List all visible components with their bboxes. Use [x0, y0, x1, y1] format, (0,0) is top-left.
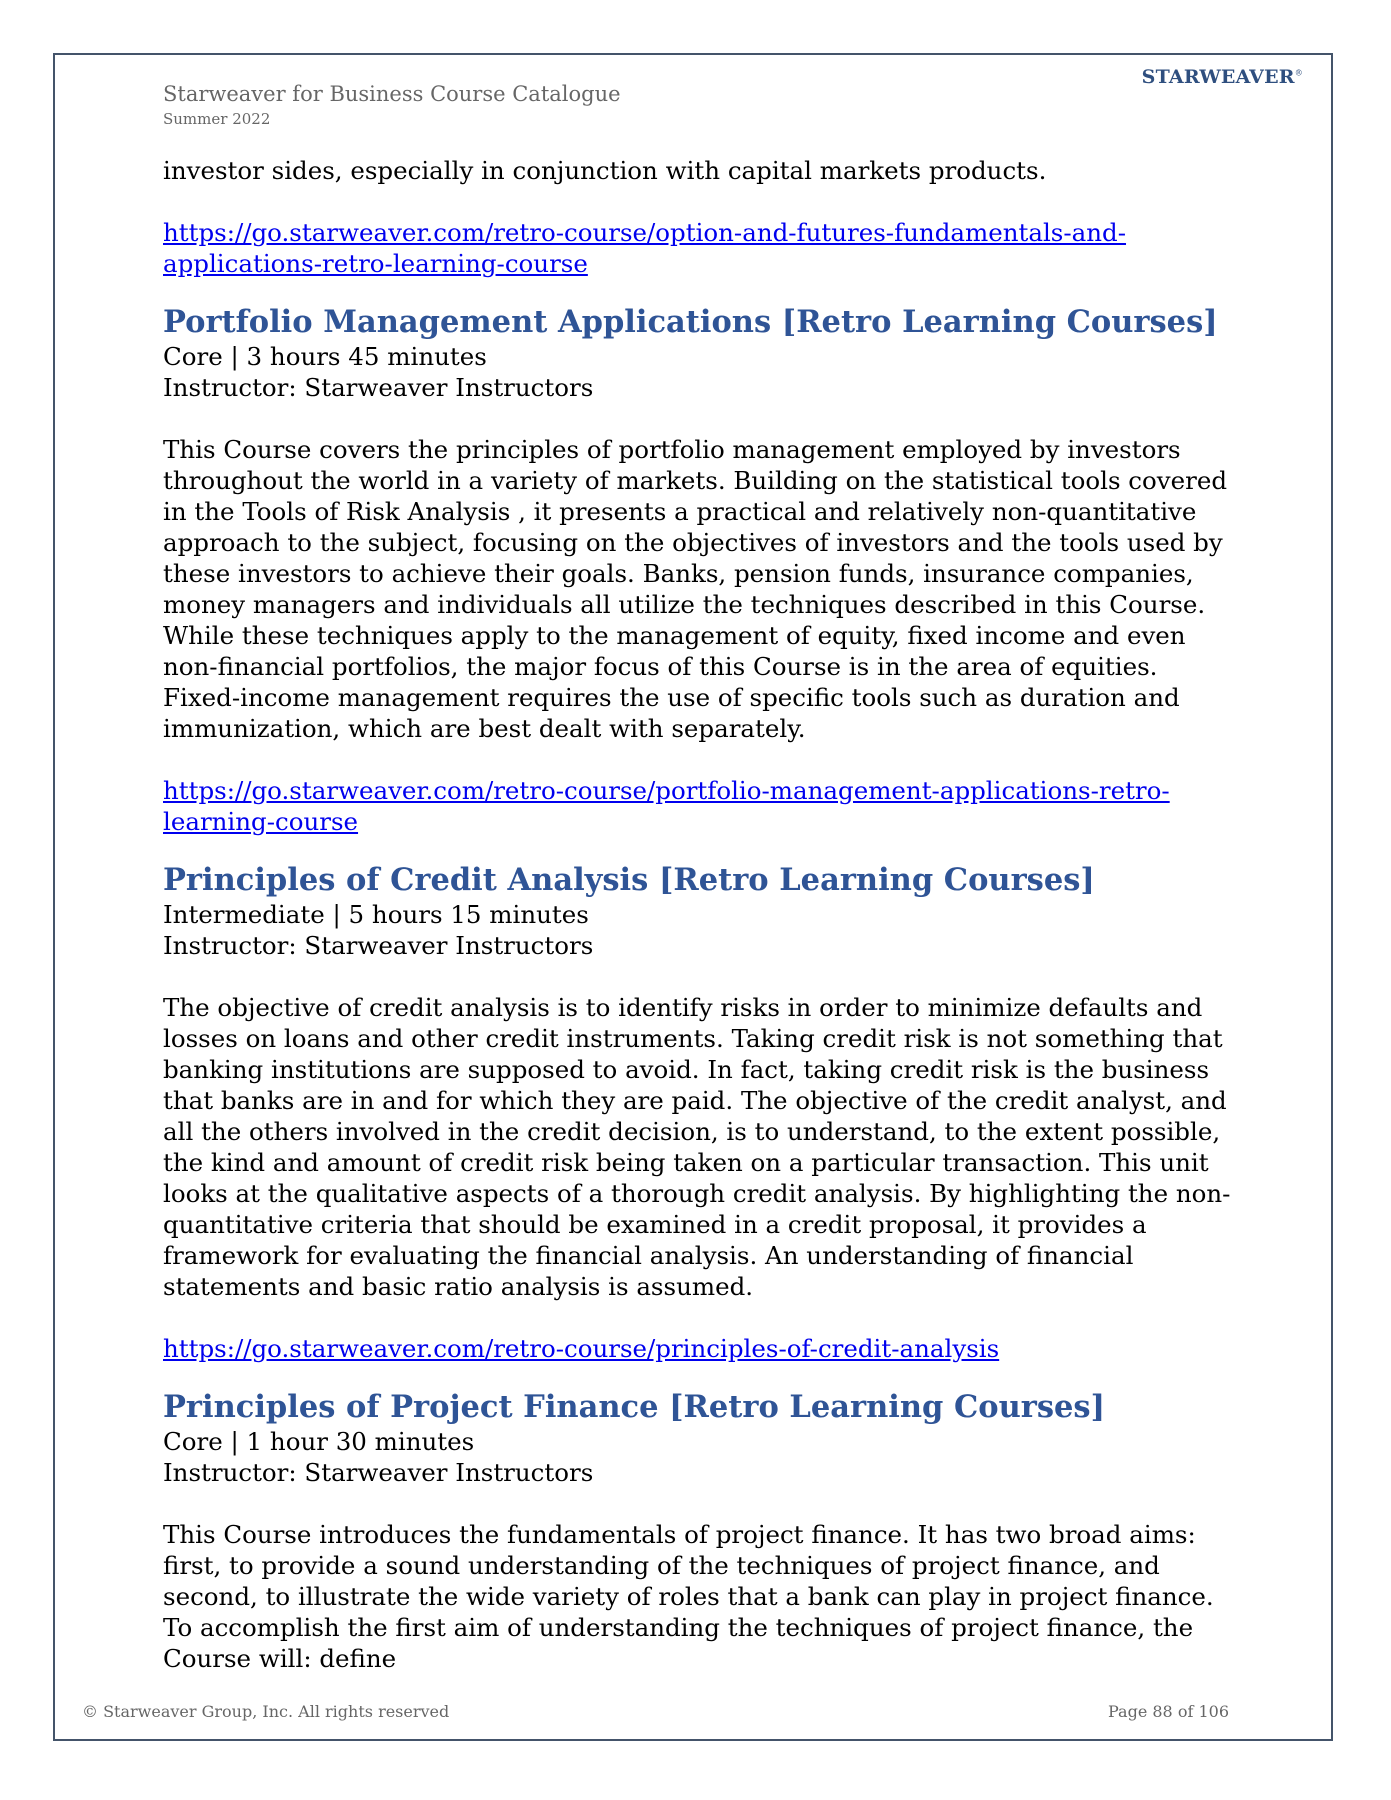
- brand-logo: [1142, 66, 1303, 88]
- course-title: Portfolio Management Applications [Retro Learning Courses]: [163, 304, 1218, 340]
- page-content: [163, 155, 1233, 1674]
- course-link[interactable]: [163, 1333, 1233, 1364]
- course-link-line-2[interactable]: applications-retro-learning-course: [163, 249, 588, 278]
- course-link-line-1[interactable]: https://go.starweaver.com/retro-course/portfolio-management-applications-retro-: [163, 776, 1170, 805]
- brand-registered-mark: ®: [1294, 68, 1303, 78]
- course-level-duration: Core | 1 hour 30 minutes: [163, 1427, 475, 1456]
- continued-paragraph: investor sides, especially in conjunction with capital markets products.: [163, 156, 1047, 185]
- course-link[interactable]: [163, 775, 1233, 837]
- course-description: This Course introduces the fundamentals of project finance. It has two broad aims: first, to provide a sound understanding of the techniques of project finance, and second, to illustrate the wide variety of roles that a bank can play in project finance. To accomplish the first aim of understanding the techniques of project finance, the Course will: define: [163, 1520, 1214, 1673]
- course-link-line-2[interactable]: learning-course: [163, 807, 359, 836]
- course-title: Principles of Credit Analysis [Retro Learning Courses]: [163, 862, 1095, 898]
- course-description: This Course covers the principles of portfolio management employed by investors throughout the world in a variety of markets. Building on the statistical tools covered in the Tools of Risk Analysis , it presents a practical and relatively non-quantitative approach to the subject, focusing on the objectives of investors and the tools used by these investors to achieve their goals. Banks, pension funds, insurance companies, money managers and individuals all utilize the techniques described in this Course. While these techniques apply to the management of equity, fixed income and even non-financial portfolios, the major focus of this Course is in the area of equities. Fixed-income management requires the use of specific tools such as duration and immunization, which are best dealt with separately.: [163, 435, 1228, 743]
- catalogue-title: Starweaver for Business Course Catalogue: [163, 82, 621, 106]
- course-instructor: Instructor: Starweaver Instructors: [163, 931, 594, 960]
- course-link-line-1[interactable]: https://go.starweaver.com/retro-course/principles-of-credit-analysis: [163, 1334, 1000, 1363]
- footer-copyright: © Starweaver Group, Inc. All rights reserved: [82, 1702, 450, 1721]
- course-instructor: Instructor: Starweaver Instructors: [163, 373, 594, 402]
- brand-name: STARWEAVER: [1141, 66, 1295, 88]
- options-futures-course-link[interactable]: [163, 217, 1233, 279]
- course-link-line-1[interactable]: https://go.starweaver.com/retro-course/option-and-futures-fundamentals-and-: [163, 218, 1127, 247]
- catalogue-season: Summer 2022: [163, 110, 271, 128]
- footer-page-number: Page 88 of 106: [1107, 1702, 1229, 1721]
- course-description: The objective of credit analysis is to identify risks in order to minimize defaults and losses on loans and other credit instruments. Taking credit risk is not something that banking institutions are supposed to avoid. In fact, taking credit risk is the business that banks are in and for which they are paid. The objective of the credit analyst, and all the others involved in the credit decision, is to understand, to the extent possible, the kind and amount of credit risk being taken on a particular transaction. This unit looks at the qualitative aspects of a thorough credit analysis. By highlighting the non-quantitative criteria that should be examined in a credit proposal, it provides a framework for evaluating the financial analysis. An understanding of financial statements and basic ratio analysis is assumed.: [163, 993, 1231, 1301]
- course-level-duration: Intermediate | 5 hours 15 minutes: [163, 900, 589, 929]
- course-instructor: Instructor: Starweaver Instructors: [163, 1458, 594, 1487]
- course-title: Principles of Project Finance [Retro Learning Courses]: [163, 1389, 1106, 1425]
- course-level-duration: Core | 3 hours 45 minutes: [163, 342, 487, 371]
